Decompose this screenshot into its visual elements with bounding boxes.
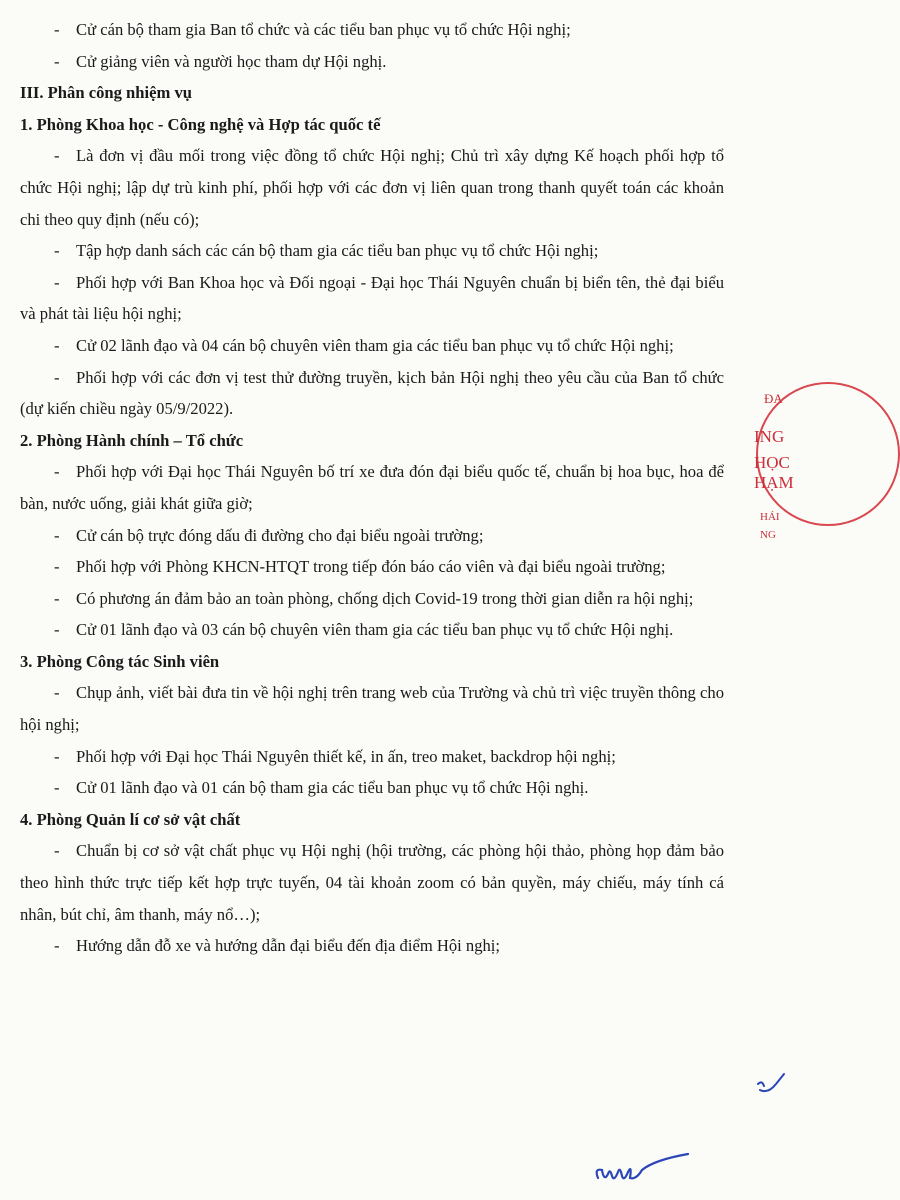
initial-mark-right — [754, 1070, 788, 1104]
bullet-paragraph — [20, 362, 724, 425]
bullet-text: Phối hợp với các đơn vị test thử đường truyền, kịch bản Hội nghị theo yêu cầu của Ban tổ chức (dự kiến chiều ngày 05/9/2022). — [20, 367, 724, 419]
bullet-dash: - — [54, 588, 60, 608]
bullet-dash: - — [54, 51, 60, 71]
bullet-text: Phối hợp với Ban Khoa học và Đối ngoại - Đại học Thái Nguyên chuẩn bị biển tên, thẻ đại biểu và phát tài liệu hội nghị; — [20, 272, 724, 324]
bullet-dash: - — [54, 746, 60, 766]
bullet-dash: - — [54, 936, 60, 956]
bullet-dash: - — [54, 620, 60, 640]
bullet-dash: - — [54, 841, 60, 861]
bullet-text: Chụp ảnh, viết bài đưa tin về hội nghị trên trang web của Trường và chủ trì việc truyền thông cho hội nghị; — [20, 683, 724, 735]
section-heading: 4. Phòng Quản lí cơ sở vật chất — [20, 809, 241, 829]
bullet-paragraph — [20, 235, 724, 267]
bullet-dash: - — [54, 272, 60, 292]
bullet-dash: - — [54, 683, 60, 703]
bullet-paragraph — [20, 583, 724, 615]
section-heading: 2. Phòng Hành chính – Tổ chức — [20, 430, 244, 450]
document-body — [20, 14, 724, 962]
bullet-dash: - — [54, 778, 60, 798]
stamp-text-3: HỌC — [754, 453, 790, 472]
bullet-text: Cử 02 lãnh đạo và 04 cán bộ chuyên viên tham gia các tiểu ban phục vụ tổ chức Hội nghị; — [76, 335, 674, 355]
section-heading: 1. Phòng Khoa học - Công nghệ và Hợp tác quốc tế — [20, 114, 381, 134]
section-heading: 3. Phòng Công tác Sinh viên — [20, 651, 220, 671]
bullet-paragraph — [20, 520, 724, 552]
stamp-text-2: ING — [754, 427, 785, 446]
bullet-paragraph — [20, 677, 724, 740]
bullet-text: Cử cán bộ trực đóng dấu đi đường cho đại biểu ngoài trường; — [76, 525, 484, 545]
bullet-paragraph — [20, 772, 724, 804]
bullet-dash: - — [54, 367, 60, 387]
bullet-dash: - — [54, 525, 60, 545]
bullet-dash: - — [54, 557, 60, 577]
stamp-text-5: HÁI NG — [760, 511, 780, 541]
bullet-paragraph — [20, 930, 724, 962]
bullet-paragraph — [20, 46, 724, 78]
bullet-dash: - — [54, 462, 60, 482]
section-heading: III. Phân công nhiệm vụ — [20, 83, 192, 103]
bullet-dash: - — [54, 20, 60, 39]
handwritten-signature — [590, 1148, 700, 1194]
bullet-text: Cử 01 lãnh đạo và 01 cán bộ tham gia các tiểu ban phục vụ tổ chức Hội nghị. — [76, 778, 589, 798]
bullet-text: Là đơn vị đầu mối trong việc đồng tổ chức Hội nghị; Chủ trì xây dựng Kế hoạch phối hợp tổ chức Hội nghị; lập dự trù kinh phí, phối hợp với các đơn vị liên quan trong thanh quyết toán các khoản chi theo quy định (nếu có); — [20, 146, 724, 229]
stamp-text-4: HẠM — [754, 473, 794, 492]
bullet-text: Chuẩn bị cơ sở vật chất phục vụ Hội nghị (hội trường, các phòng hội thảo, phòng họp đảm bảo theo hình thức trực tiếp kết hợp trực tuyến, 04 tài khoản zoom có bản quyền, máy chiếu, máy tính cá nhân, bút chỉ, âm thanh, máy nổ…); — [20, 841, 724, 924]
bullet-paragraph — [20, 456, 724, 519]
bullet-paragraph — [20, 330, 724, 362]
bullet-paragraph — [20, 835, 724, 930]
bullet-text: Phối hợp với Đại học Thái Nguyên thiết kế, in ấn, treo maket, backdrop hội nghị; — [76, 746, 616, 766]
bullet-text: Cử cán bộ tham gia Ban tổ chức và các tiểu ban phục vụ tổ chức Hội nghị; — [76, 20, 571, 39]
bullet-paragraph — [20, 741, 724, 773]
bullet-text: Phối hợp với Đại học Thái Nguyên bố trí xe đưa đón đại biểu quốc tế, chuẩn bị hoa bục, hoa để bàn, nước uống, giải khát giữa giờ; — [20, 462, 724, 513]
bullet-paragraph — [20, 267, 724, 330]
bullet-paragraph — [20, 140, 724, 235]
red-stamp-seal — [750, 382, 794, 541]
bullet-text: Hướng dẫn đỗ xe và hướng dẫn đại biểu đến địa điểm Hội nghị; — [76, 936, 501, 956]
bullet-dash: - — [54, 335, 60, 355]
bullet-text: Cử giảng viên và người học tham dự Hội nghị. — [76, 51, 387, 71]
stamp-text-1: ĐẠ — [764, 391, 783, 406]
bullet-paragraph — [20, 614, 724, 646]
bullet-dash: - — [54, 146, 60, 166]
bullet-text: Phối hợp với Phòng KHCN-HTQT trong tiếp đón báo cáo viên và đại biểu ngoài trường; — [76, 557, 666, 577]
bullet-text: Có phương án đảm bảo an toàn phòng, chống dịch Covid-19 trong thời gian diễn ra hội nghị; — [76, 588, 694, 608]
bullet-text: Tập hợp danh sách các cán bộ tham gia các tiểu ban phục vụ tổ chức Hội nghị; — [76, 241, 599, 261]
bullet-text: Cử 01 lãnh đạo và 03 cán bộ chuyên viên tham gia các tiểu ban phục vụ tổ chức Hội nghị. — [76, 620, 674, 640]
bullet-paragraph — [20, 14, 724, 46]
bullet-dash: - — [54, 241, 60, 261]
bullet-paragraph — [20, 551, 724, 583]
